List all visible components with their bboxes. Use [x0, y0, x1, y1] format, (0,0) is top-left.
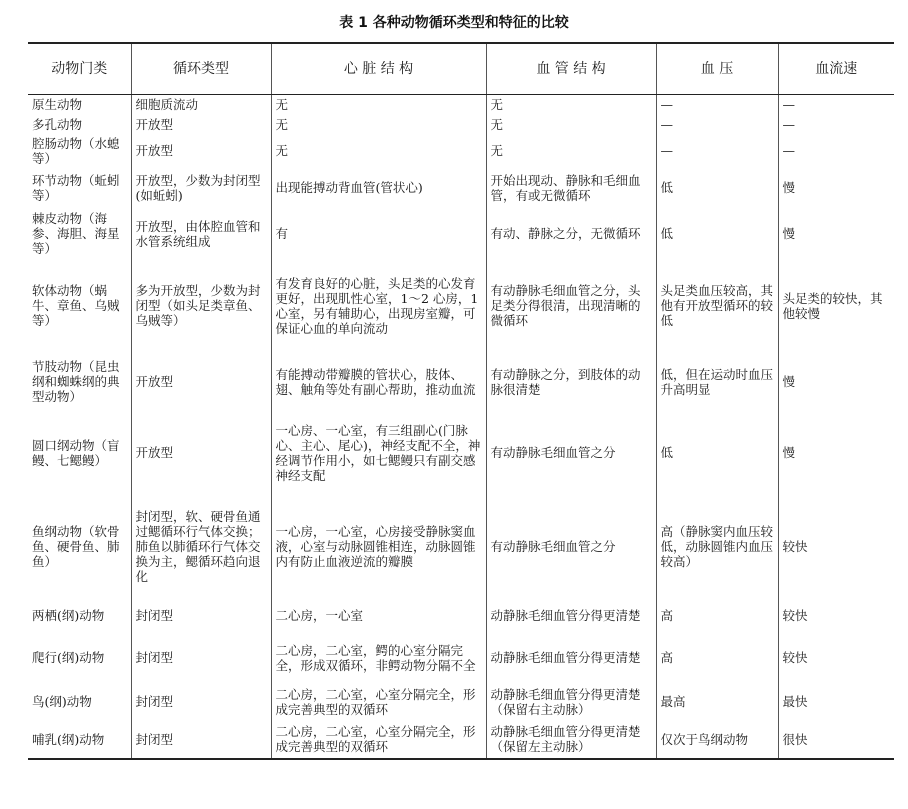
table-caption: 表 1 各种动物循环类型和特征的比较	[339, 15, 569, 31]
header-animal-phylum: 动物门类	[28, 43, 131, 95]
circulation-type-cell: 封闭型	[131, 721, 271, 759]
animal-phylum-cell: 鸟(纲)动物	[32, 694, 92, 709]
blood-flow-speed-cell: 较快	[778, 599, 894, 633]
heart-structure-cell: 二心房，二心室，心室分隔完全，形成完善典型的双循环	[271, 721, 486, 759]
heart-structure-cell: 出现能搏动背血管(管状心)	[271, 167, 486, 209]
animal-phylum-cell: 爬行(纲)动物	[32, 650, 105, 665]
circulation-type-cell: 开放型	[131, 135, 271, 167]
circulation-type-cell: 开放型	[131, 411, 271, 495]
header-circulation-type: 循环类型	[131, 43, 271, 95]
table-row	[28, 135, 894, 167]
heart-structure-cell: 无	[271, 135, 486, 167]
circulation-type-cell: 开放型	[131, 115, 271, 135]
header-row	[28, 43, 894, 95]
blood-pressure-cell: —	[656, 135, 778, 167]
vessel-structure-cell: 无	[486, 115, 656, 135]
header-blood-pressure: 血 压	[656, 43, 778, 95]
vessel-structure-cell: 无	[486, 135, 656, 167]
heart-structure-cell: 有发育良好的心脏，头足类的心发育更好，出现肌性心室，1～2 心房，1 心室，另有辅助心，出现房室瓣，可保证心血的单向流动	[271, 259, 486, 353]
animal-phylum-cell: 节肢动物（昆虫纲和蜘蛛纲的典型动物）	[32, 359, 120, 404]
table-row	[28, 209, 894, 259]
blood-pressure-cell: 高（静脉窦内血压较低，动脉圆锥内血压较高）	[656, 495, 778, 599]
table-row	[28, 495, 894, 599]
vessel-structure-cell: 有动静脉毛细血管之分，头足类分得很清，出现清晰的微循环	[486, 259, 656, 353]
circulation-type-cell: 封闭型	[131, 599, 271, 633]
animal-phylum-cell: 两栖(纲)动物	[32, 608, 105, 623]
circulation-type-cell: 封闭型	[131, 633, 271, 683]
animal-phylum-cell: 软体动物（蜗牛、章鱼、乌贼等）	[32, 283, 120, 328]
circulation-type-cell: 多为开放型，少数为封闭型（如头足类章鱼、乌贼等）	[131, 259, 271, 353]
table-row	[28, 411, 894, 495]
blood-flow-speed-cell: —	[778, 115, 894, 135]
blood-flow-speed-cell: 很快	[778, 721, 894, 759]
blood-pressure-cell: —	[656, 95, 778, 115]
blood-pressure-cell: 低	[656, 411, 778, 495]
blood-flow-speed-cell: 最快	[778, 683, 894, 721]
circulation-type-cell: 开放型，少数为封闭型(如蚯蚓)	[131, 167, 271, 209]
animal-phylum-cell: 棘皮动物（海参、海胆、海星等）	[32, 211, 120, 256]
vessel-structure-cell: 开始出现动、静脉和毛细血管，有或无微循环	[486, 167, 656, 209]
blood-pressure-cell: 高	[656, 599, 778, 633]
blood-flow-speed-cell: —	[778, 95, 894, 115]
blood-flow-speed-cell: 慢	[778, 353, 894, 411]
table-row	[28, 95, 894, 115]
vessel-structure-cell: 有动静脉毛细血管之分	[486, 495, 656, 599]
circulation-type-cell: 开放型，由体腔血管和水管系统组成	[131, 209, 271, 259]
circulation-type-cell: 封闭型	[131, 683, 271, 721]
blood-flow-speed-cell: 头足类的较快，其他较慢	[778, 259, 894, 353]
animal-phylum-cell: 鱼纲动物（软骨鱼、硬骨鱼、肺鱼）	[32, 524, 120, 569]
blood-flow-speed-cell: 慢	[778, 411, 894, 495]
heart-structure-cell: 无	[271, 95, 486, 115]
table-row	[28, 353, 894, 411]
animal-phylum-cell: 环节动物（蚯蚓等）	[32, 172, 120, 203]
heart-structure-cell: 二心房，一心室	[271, 599, 486, 633]
vessel-structure-cell: 动静脉毛细血管分得更清楚（保留左主动脉）	[486, 721, 656, 759]
comparison-table	[28, 42, 894, 760]
header-vessel-structure: 血 管 结 构	[486, 43, 656, 95]
animal-phylum-cell: 腔肠动物（水螅等）	[32, 135, 120, 166]
vessel-structure-cell: 动静脉毛细血管分得更清楚	[486, 633, 656, 683]
blood-flow-speed-cell: 较快	[778, 495, 894, 599]
blood-pressure-cell: 低，但在运动时血压升高明显	[656, 353, 778, 411]
blood-pressure-cell: 最高	[656, 683, 778, 721]
vessel-structure-cell: 动静脉毛细血管分得更清楚（保留右主动脉）	[486, 683, 656, 721]
blood-pressure-cell: 低	[656, 209, 778, 259]
header-heart-structure: 心 脏 结 构	[271, 43, 486, 95]
table-row	[28, 683, 894, 721]
animal-phylum-cell: 圆口纲动物（盲鳗、七鳃鳗）	[32, 437, 120, 468]
heart-structure-cell: 有能搏动带瓣膜的管状心，肢体、翅、触角等处有副心帮助，推动血流	[271, 353, 486, 411]
circulation-type-cell: 开放型	[131, 353, 271, 411]
blood-flow-speed-cell: 慢	[778, 167, 894, 209]
heart-structure-cell: 一心房、一心室，有三组副心(门脉心、主心、尾心)，神经支配不全，神经调节作用小，如七鳃鳗只有副交感神经支配	[271, 411, 486, 495]
vessel-structure-cell: 无	[486, 95, 656, 115]
vessel-structure-cell: 有动静脉毛细血管之分	[486, 411, 656, 495]
table-row	[28, 633, 894, 683]
blood-pressure-cell: 仅次于鸟纲动物	[656, 721, 778, 759]
vessel-structure-cell: 有动、静脉之分，无微循环	[486, 209, 656, 259]
blood-pressure-cell: 高	[656, 633, 778, 683]
blood-pressure-cell: 低	[656, 167, 778, 209]
table-row	[28, 721, 894, 759]
blood-flow-speed-cell: 较快	[778, 633, 894, 683]
heart-structure-cell: 一心房，一心室，心房接受静脉窦血液，心室与动脉圆锥相连，动脉圆锥内有防止血液逆流的瓣膜	[271, 495, 486, 599]
header-blood-flow-speed: 血流速	[778, 43, 894, 95]
blood-flow-speed-cell: —	[778, 135, 894, 167]
circulation-type-cell: 细胞质流动	[131, 95, 271, 115]
vessel-structure-cell: 动静脉毛细血管分得更清楚	[486, 599, 656, 633]
blood-flow-speed-cell: 慢	[778, 209, 894, 259]
heart-structure-cell: 二心房，二心室，心室分隔完全，形成完善典型的双循环	[271, 683, 486, 721]
vessel-structure-cell: 有动静脉之分，到肢体的动脉很清楚	[486, 353, 656, 411]
blood-pressure-cell: —	[656, 115, 778, 135]
table-row	[28, 115, 894, 135]
table-row	[28, 167, 894, 209]
table-row	[28, 259, 894, 353]
blood-pressure-cell: 头足类血压较高，其他有开放型循环的较低	[656, 259, 778, 353]
animal-phylum-cell: 多孔动物	[32, 117, 83, 132]
heart-structure-cell: 有	[271, 209, 486, 259]
animal-phylum-cell: 哺乳(纲)动物	[28, 721, 131, 759]
table-row	[28, 599, 894, 633]
heart-structure-cell: 无	[271, 115, 486, 135]
circulation-type-cell: 封闭型，软、硬骨鱼通过鳃循环行气体交换；肺鱼以肺循环行气体交换为主，鳃循环趋向退化	[131, 495, 271, 599]
animal-phylum-cell: 原生动物	[32, 97, 83, 113]
heart-structure-cell: 二心房，二心室，鳄的心室分隔完全，形成双循环，非鳄动物分隔不全	[271, 633, 486, 683]
